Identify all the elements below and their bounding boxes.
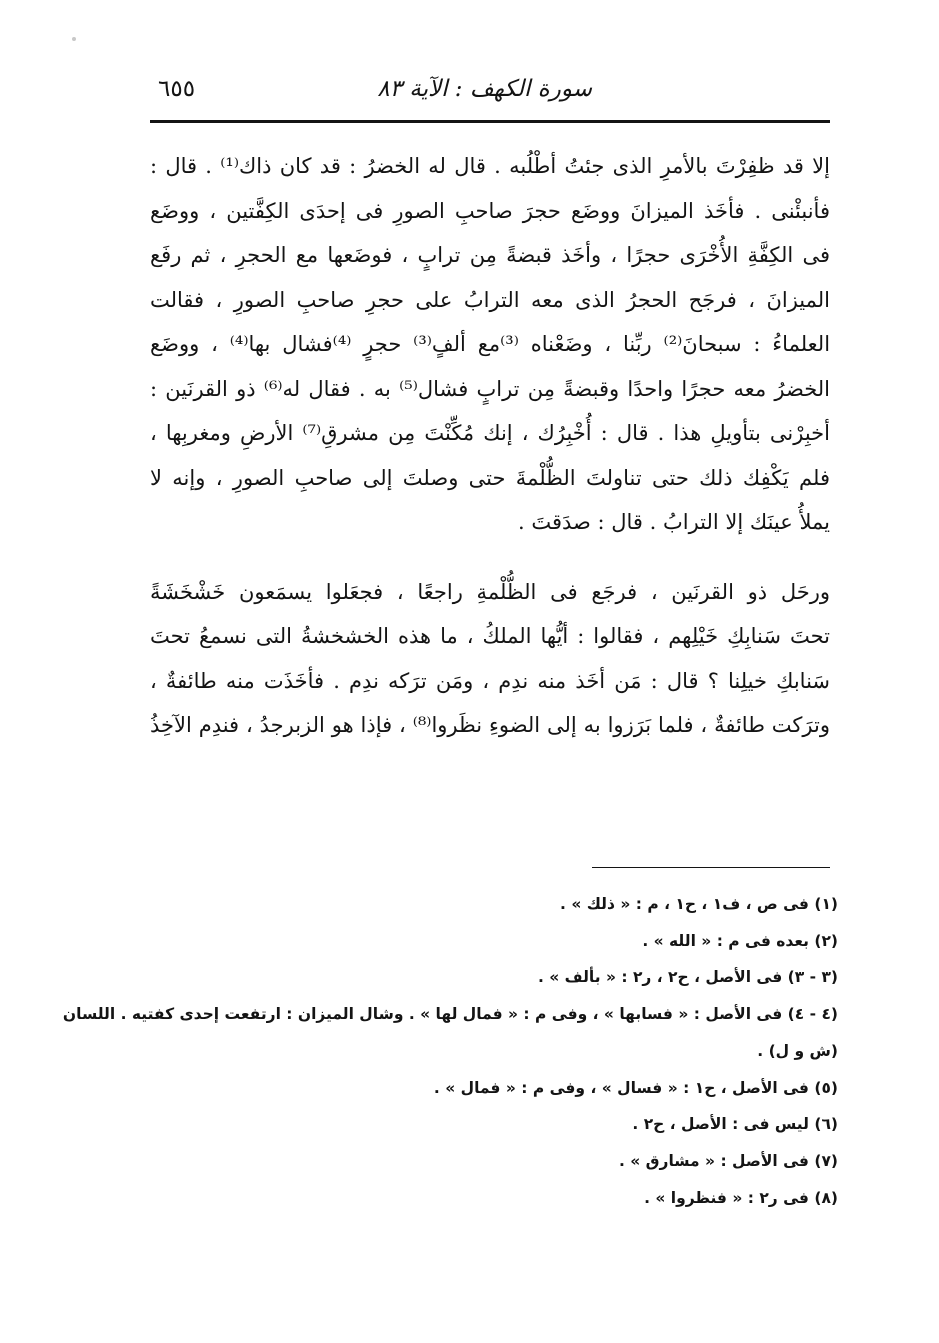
text-line: فلم يَكْفِك ذلك حتى تناولتَ الظُّلْمةَ حتى وصلتَ إلى صاحبِ الصورِ ، وإنه لا bbox=[150, 465, 830, 490]
text-line: الخضرُ معه حجرًا واحدًا وقبضةً مِن ترابٍ فشال⁽⁵⁾ به . فقال له⁽⁶⁾ ذو القرنَين : bbox=[150, 376, 830, 401]
footnote: (٧) فى الأصل : « مشارق » . bbox=[618, 1151, 838, 1170]
text-line: فى الكِفَّةِ الأُخْرَى حجرًا ، وأخَذ قبضةً مِن ترابٍ ، فوضَعها مع الحجرِ ، ثم رفَع bbox=[150, 243, 830, 267]
scan-speck bbox=[72, 37, 76, 41]
footnote: (٤ - ٤) فى الأصل : « فسابها » ، وفى م : « فمال لها » . وشال الميزان : ارتفعت إحدى كفتيه . اللسان bbox=[62, 1005, 838, 1024]
header-rule bbox=[150, 120, 830, 123]
text-line: يملأُ عينَك إلا الترابُ . قال : صدَقتَ . bbox=[517, 510, 830, 534]
footnote: (٣ - ٣) فى الأصل ، ح٢ ، ر٢ : « بألف » . bbox=[537, 968, 838, 987]
paragraph-1 bbox=[150, 144, 830, 545]
running-title: سورة الكهف : الآية ٨٣ bbox=[377, 76, 592, 102]
footnote: (ش و ل) . bbox=[757, 1041, 838, 1060]
text-line: أخبِرْنى بتأويلِ هذا . قال : أُخْبِرُك ، إنك مُكِّنْتَ مِن مشرقِ⁽⁷⁾ الأرضِ ومغربِها ، bbox=[150, 421, 831, 445]
page-number: ٦٥٥ bbox=[158, 76, 196, 102]
text-line: ورحَل ذو القرنَين ، فرجَع فى الظُّلْمةِ راجعًا ، فجعَلوا يسمَعون خَشْخَشَةً bbox=[150, 579, 830, 604]
footnote-rule bbox=[592, 867, 830, 868]
text-line: تحتَ سَنابِكِ خَيْلِهم ، فقالوا : أيُّها الملكُ ، ما هذه الخشخشةُ التى نسمعُ تحتَ bbox=[150, 624, 830, 648]
paragraph-2 bbox=[150, 570, 830, 748]
footnote: (٦) ليس فى : الأصل ، ح٢ . bbox=[632, 1115, 838, 1134]
footnote: (٥) فى الأصل ، ح١ : « فسال » ، وفى م : « فمال » . bbox=[433, 1078, 838, 1097]
text-line: وترَكت طائفةٌ ، فلما بَرَزوا به إلى الضوءِ نظَروا⁽⁸⁾ ، فإذا هو الزبرجدُ ، فندِم الآخِذُ bbox=[150, 713, 830, 737]
text-line: فأنبئْنى . فأخَذ الميزانَ ووضَع حجرَ صاحبِ الصورِ فى إحدَى الكِفَّتين ، ووضَع bbox=[150, 198, 830, 223]
text-line: الميزانَ ، فرجَح الحجرُ الذى معه الترابُ على حجرِ صاحبِ الصورِ ، فقالت bbox=[150, 287, 830, 312]
page-header bbox=[150, 70, 830, 110]
paragraph-gap bbox=[150, 545, 830, 570]
footnote: (٢) بعده فى م : « الله » . bbox=[642, 931, 838, 950]
footnotes bbox=[62, 886, 838, 1216]
text-line: سَنابكِ خيلِنا ؟ قال : مَن أخَذ منه ندِم ، ومَن ترَكه ندِم . فأخَذَت منه طائفةٌ ، bbox=[150, 668, 830, 693]
text-line: العلماءُ : سبحانَ⁽²⁾ ربِّنا ، وضَعْناه ⁽³⁾مع ألفٍ⁽³⁾ حجرٍ ⁽⁴⁾فشال بها⁽⁴⁾ ، ووضَع bbox=[150, 332, 831, 356]
body-text bbox=[150, 144, 830, 748]
footnote: (٨) فى ر٢ : « فنظروا » . bbox=[644, 1188, 838, 1207]
footnote: (١) فى ص ، ف١ ، ح١ ، م : « ذلك » . bbox=[560, 895, 838, 913]
text-line: إلا قد ظفِرْتَ بالأمرِ الذى جئتُ أطْلُبه . قال له الخضرُ : قد كان ذاك⁽¹⁾ . قال : bbox=[150, 154, 830, 178]
